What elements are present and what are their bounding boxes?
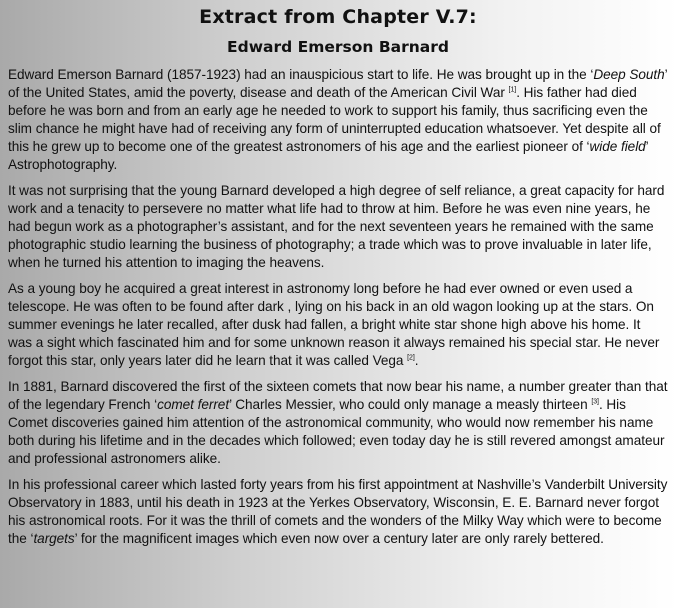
paragraph-4-text-c: ’ Charles Messier, who could only manage a measly thirteen — [229, 397, 592, 412]
paragraph-4-text-d: . His Comet discoveries gained him attention of the astronomical community, who would now remember his name both during his lifetime and in the decades which followed; even today day he is still revered amongst amateur and professional astronomers alike. — [8, 397, 665, 466]
paragraph-1-emphasis-deep-south: Deep South — [593, 67, 665, 82]
footnote-ref-3: [3] — [591, 398, 599, 406]
footnote-ref-1: [1] — [508, 86, 517, 94]
paragraph-5-text-a: In his professional career which lasted forty years from his first appointment at Nashville’s Vanderbilt University Observatory in 1883, until his death in 1923 at the Yerkes Observatory, Wisconsin, E. E. Barnard never forgot his astronomical roots. For it was the thrill of comets and the wonders of the Milky Way which were to become the ‘ — [8, 477, 668, 546]
paragraph-1-text-a: Edward Emerson Barnard (1857-1923) had an inauspicious start to life. He was brought up in the ‘ — [8, 67, 594, 82]
document-page — [8, 6, 668, 556]
paragraph-2-text: It was not surprising that the young Barnard developed a high degree of self reliance, a great capacity for hard work and a tenacity to persevere no matter what life had to throw at him. Before he was even nine years, he had begun work as a photographer’s assistant, and for the next seventeen years he remained with the same photographic studio learning the business of photography; a trade which was to prove invaluable in later life, when he turned his attention to imaging the heavens. — [8, 183, 665, 270]
paragraph-4-emphasis-comet-ferret: comet ferret — [157, 397, 230, 412]
paragraph-4 — [8, 378, 668, 468]
paragraph-1-text-f: ’ Astrophotography. — [8, 139, 649, 172]
paragraph-1 — [8, 66, 668, 174]
paragraph-5 — [8, 476, 668, 548]
paragraph-1-text-d: . His father had died before he was born and from an early age he needed to work to support his family, thus sacrificing even the slim chance he might have had of receiving any form of uninterrupted education whatsoever. Yet despite all of this he grew up to become one of the greatest astronomers of his age and the earliest pioneer of ‘ — [8, 85, 661, 154]
paragraph-1-text-c: ’ of the United States, amid the poverty, disease and death of the American Civil War — [8, 67, 668, 100]
paragraph-3-text-a: As a young boy he acquired a great interest in astronomy long before he had ever owned or even used a telescope. He was often to be found after dark , lying on his back in an old wagon looking up at the stars. On summer evenings he later recalled, after dusk had fallen, a bright white star shone high above his home. It was a sight which fascinated him and for some unknown reason it always remained his special star. He never forgot this star, only years later did he learn that it was called Vega — [8, 281, 660, 368]
paragraph-1-emphasis-wide-field: wide field — [589, 139, 646, 154]
paragraph-2 — [8, 182, 668, 272]
section-subtitle: Edward Emerson Barnard — [227, 38, 449, 56]
paragraph-5-text-c: ’ for the magnificent images which even now over a century later are only rarely bettered. — [74, 531, 604, 546]
paragraph-4-text-a: In 1881, Barnard discovered the first of the sixteen comets that now bear his name, a number greater than that of the legendary French ‘ — [8, 379, 668, 412]
paragraph-3-text-b: . — [414, 353, 419, 368]
chapter-title: Extract from Chapter V.7: — [199, 6, 477, 28]
paragraph-5-emphasis-targets: targets — [33, 531, 75, 546]
footnote-ref-2: [2] — [407, 354, 415, 362]
paragraph-3 — [8, 280, 668, 370]
